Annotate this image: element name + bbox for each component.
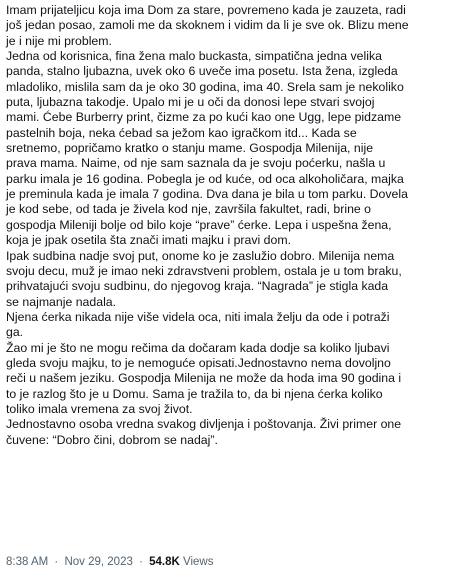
post-date[interactable]: Nov 29, 2023 bbox=[64, 556, 133, 568]
post-time[interactable]: 8:38 AM bbox=[6, 556, 49, 568]
post-paragraph: Jednostavno osoba vredna svakog divljenja i poštovanja. Živi primer one čuvene: “Dobro čini, dobrom se nadaj”. bbox=[6, 417, 402, 447]
post-paragraph: Njena ćerka nikada nije više videla oca, niti imala želju da ode i potraži ga. bbox=[6, 309, 390, 340]
post-text bbox=[6, 3, 464, 448]
post-meta bbox=[6, 554, 213, 570]
meta-separator: · bbox=[139, 556, 143, 568]
views-label: Views bbox=[183, 556, 214, 568]
post-paragraph: Jedna od korisnica, fina žena malo buckasta, simpatična jedna velika panda, stalno ljubazna, uvek oko 6 uveče ima posetu. Ista žena, izgleda mladoliko, mislila sam da je oko 30 godina, ima 40. Srela sam je nekoliko puta, ljubazna takodje. Upalo mi je u oči da donosi lepe stvari svojoj mami. Ćebe Burberry print, čizme za po kući kao one Ugg, lepe pidzame pastelnih boja, neka ćebad sa ježom kao igračkom itd... Kada se sretnemo, popričamo kratko o stanju mame. Gospodja Milenija, nije prava mama. Naime, od nje sam saznala da je svoju poćerku, našla u parku imala je 16 godina. Pobegla je od kuće, od oca alkoholičara, majka je preminula kada je imala 7 godina. Dva dana je bila u tom parku. Dovela je kod sebe, od tada je živela kod nje, završila fakultet, radi, brine o gospodja Mileniji bolje od bilo koje “prave” ćerke. Lepa i uspešna žena, koja je jpak osetila šta znači imati majku i pravi dom. bbox=[6, 49, 408, 248]
views[interactable] bbox=[149, 556, 213, 568]
post-paragraph: Imam prijateljicu koja ima Dom za stare, povremeno kada je zauzeta, radi još jedan posao, zamoli me da skoknem i vidim da li je sve ok. Blizu mene je i nije mi problem. bbox=[6, 3, 409, 48]
meta-separator: · bbox=[54, 556, 59, 568]
post-paragraph: Žao mi je što ne mogu rečima da dočaram kada dodje sa koliko ljubavi gleda svoju majku, to je nemoguće opisati.Jednostavno nema dovoljno reči u našem jeziku. Gospodja Milenija ne može da hoda ima 90 godina i to je razlog što je u Domu. Sama je tražila to, da bi njena ćerka koliko toliko imala vremena za svoj život. bbox=[6, 340, 402, 416]
post bbox=[6, 3, 464, 448]
post-paragraph: Ipak sudbina nadje svoj put, onome ko je zaslužio dobro. Milenija nema svoju decu, muž je imao neki zdravstveni problem, ostala je u tom braku, prihvatajući svoju sudbinu, do njegovog kraja. “Nagrada” je stigla kada se najmanje nadala. bbox=[6, 248, 402, 309]
views-count: 54.8K bbox=[149, 556, 180, 568]
